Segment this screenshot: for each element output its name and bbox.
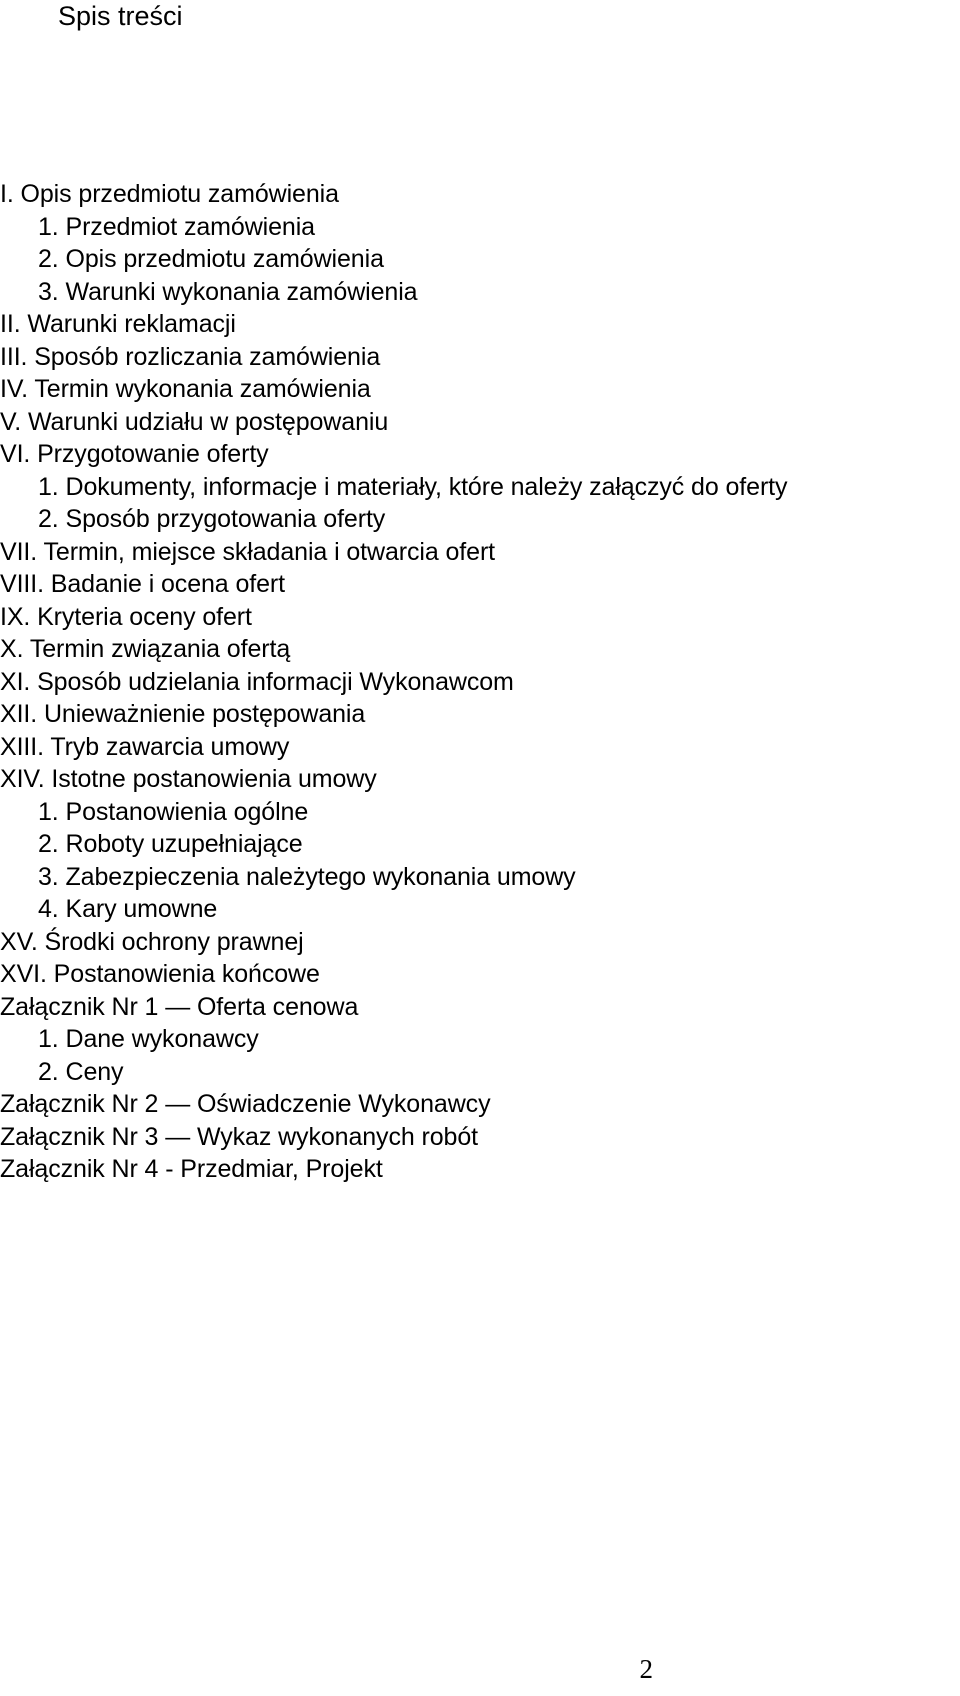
toc-section-entry: VIII. Badanie i ocena ofert [0, 570, 285, 598]
toc-section-entry: Załącznik Nr 3 — Wykaz wykonanych robót [0, 1122, 478, 1151]
toc-subsection-entry: 1. Dane wykonawcy [38, 1025, 259, 1053]
toc-section-entry: Załącznik Nr 1 — Oferta cenowa [0, 992, 359, 1021]
toc-section-entry: XII. Unieważnienie postępowania [0, 700, 366, 728]
toc-section-entry: XIV. Istotne postanowienia umowy [0, 765, 377, 793]
toc-section-entry: XVI. Postanowienia końcowe [0, 960, 320, 988]
toc-section-entry: IV. Termin wykonania zamówienia [0, 375, 371, 403]
toc-section-entry: XV. Środki ochrony prawnej [0, 927, 304, 956]
toc-subsection-entry: 2. Roboty uzupełniające [38, 830, 303, 858]
toc-subsection-entry: 2. Ceny [38, 1057, 124, 1086]
toc-section-entry: II. Warunki reklamacji [0, 310, 236, 338]
toc-section-entry: I. Opis przedmiotu zamówienia [0, 180, 339, 208]
toc-section-entry: XIII. Tryb zawarcia umowy [0, 732, 290, 761]
table-of-contents [0, 178, 960, 1186]
toc-section-entry: III. Sposób rozliczania zamówienia [0, 342, 381, 371]
toc-subsection-entry: 1. Dokumenty, informacje i materiały, które należy załączyć do oferty [38, 472, 788, 501]
page-number: 2 [639, 1654, 653, 1684]
toc-section-entry: X. Termin związania ofertą [0, 635, 291, 663]
toc-subsection-entry: 4. Kary umowne [38, 895, 218, 923]
toc-subsection-entry: 3. Zabezpieczenia należytego wykonania umowy [38, 862, 576, 891]
toc-subsection-entry: 3. Warunki wykonania zamówienia [38, 277, 418, 306]
toc-subsection-entry: 1. Przedmiot zamówienia [38, 212, 315, 241]
toc-section-entry: IX. Kryteria oceny ofert [0, 602, 252, 631]
page-title: Spis treści [58, 1, 183, 31]
toc-section-entry: VII. Termin, miejsce składania i otwarcia ofert [0, 537, 496, 566]
toc-section-entry: Załącznik Nr 2 — Oświadczenie Wykonawcy [0, 1090, 491, 1118]
toc-section-entry: V. Warunki udziału w postępowaniu [0, 407, 389, 436]
toc-subsection-entry: 2. Opis przedmiotu zamówienia [38, 245, 384, 273]
toc-section-entry: VI. Przygotowanie oferty [0, 440, 269, 468]
toc-subsection-entry: 2. Sposób przygotowania oferty [38, 505, 386, 533]
toc-section-entry: XI. Sposób udzielania informacji Wykonawcom [0, 667, 514, 696]
toc-section-entry: Załącznik Nr 4 - Przedmiar, Projekt [0, 1155, 383, 1183]
toc-subsection-entry: 1. Postanowienia ogólne [38, 797, 309, 826]
